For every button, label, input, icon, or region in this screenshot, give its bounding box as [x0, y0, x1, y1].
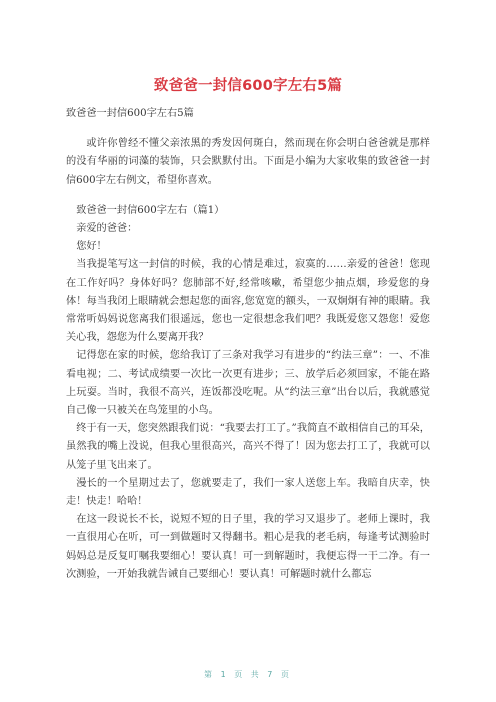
intro-paragraph: 或许你曾经不懂父亲浓黑的秀发因何斑白，然而现在你会明白爸爸就是那样的没有华丽的词藻的装饰，只会默默付出。下面是小编为大家收集的致爸爸一封信600字左右例文，希望你喜欢。	[66, 138, 430, 186]
letter-greeting: 您好！	[76, 241, 107, 253]
letter-paragraph-3: 终于有一天，您突然跟我们说：“我要去打工了。”我简直不敢相信自己的耳朵，虽然我的嘴上没说，但我心里很高兴，高兴不得了！因为您去打工了，我就可以从笼子里飞出来了。	[66, 423, 430, 471]
letter-salutation: 亲爱的爸爸：	[76, 223, 138, 235]
letter-paragraph-4: 漫长的一个星期过去了，您就要走了，我们一家人送您上车。我暗自庆幸，快走！快走！哈哈！	[66, 477, 430, 508]
document-subtitle: 致爸爸一封信600字左右5篇	[66, 108, 194, 119]
section-title: 致爸爸一封信600字左右（篇1）	[76, 204, 225, 216]
letter-paragraph-5: 在这一段说长不长，说短不短的日子里，我的学习又退步了。老师上课时，我一直很用心在听，可一到做题时又得翻书。粗心是我的老毛病，每逢考试测验时妈妈总是反复叮嘱我要细心！要认真！可一到解题时，我便忘得一干二净。有一次测验，一开始我就告诫自己要细心！要认真！可解题时就什么都忘	[66, 514, 430, 580]
letter-paragraph-2: 记得您在家的时候，您给我订了三条对我学习有进步的“约法三章”：一、不准看电视；二、考试成绩要一次比一次更有进步；三、放学后必须回家，不能在路上玩耍。当时，我很不高兴，连饭都没吃呢。从“约法三章”出台以后，我就感觉自己像一只被关在鸟笼里的小鸟。	[66, 350, 430, 417]
document-title: 致爸爸一封信600字左右5篇	[153, 78, 343, 94]
letter-paragraph-1: 当我提笔写这一封信的时候，我的心情是难过，寂寞的……亲爱的爸爸！您现在工作好吗？身体好吗？您肺部不好,经常咳嗽，希望您少抽点烟，珍爱您的身体！每当我闭上眼睛就会想起您的面容,您宽宽的额头，一双炯炯有神的眼睛。我常常听妈妈说您离我们很遥远，您也一定很想念我们吧？我既爱您又怨您！爱您关心我，怨您为什么要离开我？	[66, 259, 430, 344]
page-number-footer: 第 1 页 共 7 页	[204, 670, 292, 679]
